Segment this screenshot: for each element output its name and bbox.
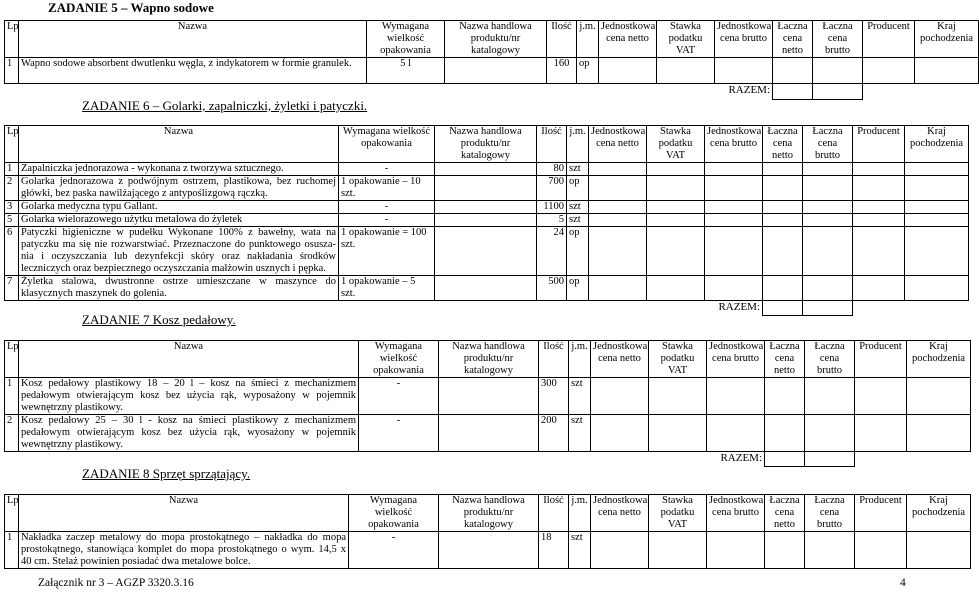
header-unit: j.m. <box>569 495 591 532</box>
cell-country[interactable] <box>905 227 969 276</box>
cell-country[interactable] <box>907 532 971 569</box>
cell-unit: szt <box>569 415 591 452</box>
header-unit-net: Jednostkowa cena netto <box>599 21 657 58</box>
razem-label: RAZEM: <box>728 84 770 96</box>
cell-unit: szt <box>569 378 591 415</box>
cell-unit: szt <box>567 214 589 227</box>
cell-producer[interactable] <box>863 58 915 84</box>
table-row <box>5 163 969 176</box>
cell-vat[interactable] <box>647 163 705 176</box>
header-producer: Producent <box>863 21 915 58</box>
cell-pack: - <box>339 201 435 214</box>
cell-pack: - <box>339 163 435 176</box>
cell-lp: 1 <box>5 378 19 415</box>
header-total-net: Łaczna cena netto <box>763 126 803 163</box>
cell-total-net[interactable] <box>765 532 805 569</box>
cell-trade[interactable] <box>439 532 539 569</box>
header-name: Nazwa <box>19 21 367 58</box>
cell-total-net[interactable] <box>763 214 803 227</box>
cell-country[interactable] <box>905 176 969 201</box>
header-trade: Nazwa handlowa produktu/nr katalogowy <box>445 21 547 58</box>
header-producer: Producent <box>855 341 907 378</box>
cell-country[interactable] <box>915 58 979 84</box>
razem-gross[interactable] <box>813 84 863 100</box>
cell-pack: - <box>339 214 435 227</box>
header-pack: Wymagana wielkość opakowania <box>349 495 439 532</box>
table-row <box>5 227 969 276</box>
header-vat: Stawka podatku VAT <box>649 341 707 378</box>
cell-producer[interactable] <box>853 201 905 214</box>
header-qty: Ilość <box>537 126 567 163</box>
z6-title: ZADANIE 6 – Golarki, zapalniczki, żyletki i patyczki. <box>82 98 368 113</box>
header-country: Kraj pochodzenia <box>907 341 971 378</box>
cell-lp: 7 <box>5 276 19 301</box>
table-row <box>5 532 971 569</box>
cell-qty: 80 <box>537 163 567 176</box>
cell-total-gross[interactable] <box>803 227 853 276</box>
cell-vat[interactable] <box>647 201 705 214</box>
cell-qty: 160 <box>547 58 577 84</box>
header-unit-gross: Jednostkowa cena brutto <box>715 21 773 58</box>
cell-total-gross[interactable] <box>803 163 853 176</box>
cell-vat[interactable] <box>647 276 705 301</box>
cell-pack: - <box>359 415 439 452</box>
cell-trade[interactable] <box>435 201 537 214</box>
razem-net[interactable] <box>773 84 813 100</box>
razem-row <box>5 452 971 467</box>
header-trade: Nazwa handlowa produktu/nr katalogowy <box>435 126 537 163</box>
header-name: Nazwa <box>19 495 349 532</box>
header-lp: Lp <box>5 495 19 532</box>
cell-name: Patyczki higieniczne w pudełku Wykonane 100% z bawełny, wata na patyczku ma się nie rozwarstwiać. Przeznaczone do punktowego osuszania i oczyszczania lub dezynfekcji skóry oraz nakładania środków leczniczych oraz bezpiecznego oczyszczania małżowin usznych i pępka. <box>19 227 339 276</box>
cell-total-net[interactable] <box>773 58 813 84</box>
cell-total-gross[interactable] <box>813 58 863 84</box>
cell-unit-net[interactable] <box>591 415 649 452</box>
header-vat: Stawka podatku VAT <box>649 495 707 532</box>
cell-total-gross[interactable] <box>805 378 855 415</box>
header-unit-net: Jednostkowa cena netto <box>591 495 649 532</box>
header-lp: Lp <box>5 341 19 378</box>
cell-producer[interactable] <box>855 415 907 452</box>
table-header <box>5 495 971 532</box>
table-row <box>5 214 969 227</box>
table-row <box>5 201 969 214</box>
table-header <box>5 341 971 378</box>
header-unit: j.m. <box>577 21 599 58</box>
header-lp: Lp <box>5 126 19 163</box>
header-total-net: Łaczna cena netto <box>765 495 805 532</box>
cell-name: Żyletka stalowa, dwustronne ostrze umieszczane w maszynce do klasycznych maszynek do golenia. <box>19 276 339 301</box>
cell-unit-net[interactable] <box>591 378 649 415</box>
cell-unit-net[interactable] <box>589 276 647 301</box>
header-trade: Nazwa handlowa produktu/nr katalogowy <box>439 495 539 532</box>
cell-pack: 5 l <box>367 58 445 84</box>
cell-qty: 18 <box>539 532 569 569</box>
cell-producer[interactable] <box>855 378 907 415</box>
cell-unit-net[interactable] <box>589 201 647 214</box>
cell-trade[interactable] <box>439 415 539 452</box>
cell-lp: 2 <box>5 415 19 452</box>
z5-table <box>4 20 979 100</box>
cell-total-gross[interactable] <box>805 532 855 569</box>
cell-total-net[interactable] <box>763 276 803 301</box>
cell-vat[interactable] <box>649 378 707 415</box>
cell-unit-gross[interactable] <box>715 58 773 84</box>
cell-producer[interactable] <box>855 532 907 569</box>
cell-country[interactable] <box>907 378 971 415</box>
header-trade: Nazwa handlowa produktu/nr katalogowy <box>439 341 539 378</box>
cell-qty: 300 <box>539 378 569 415</box>
cell-total-net[interactable] <box>765 415 805 452</box>
header-lp: Lp <box>5 21 19 58</box>
header-pack: Wymagana wielkość opakowania <box>359 341 439 378</box>
z8-table <box>4 494 971 569</box>
cell-total-gross[interactable] <box>803 214 853 227</box>
header-total-gross: Łaczna cena brutto <box>813 21 863 58</box>
cell-vat[interactable] <box>649 532 707 569</box>
razem-gross[interactable] <box>803 301 853 316</box>
cell-name: Golarka wielorazowego użytku metalowa do żyletek <box>19 214 339 227</box>
cell-qty: 700 <box>537 176 567 201</box>
razem-label: RAZEM: <box>720 452 762 464</box>
cell-country[interactable] <box>905 163 969 176</box>
cell-qty: 24 <box>537 227 567 276</box>
cell-pack: 1 opakowanie – 5 szt. <box>339 276 435 301</box>
cell-unit: op <box>567 276 589 301</box>
cell-unit-net[interactable] <box>589 227 647 276</box>
cell-pack: - <box>349 532 439 569</box>
cell-trade[interactable] <box>435 276 537 301</box>
razem-net[interactable] <box>765 452 805 467</box>
header-total-gross: Łaczna cena brutto <box>805 495 855 532</box>
cell-unit-gross[interactable] <box>705 163 763 176</box>
cell-lp: 2 <box>5 176 19 201</box>
cell-unit-net[interactable] <box>599 58 657 84</box>
cell-vat[interactable] <box>649 415 707 452</box>
cell-country[interactable] <box>905 201 969 214</box>
cell-trade[interactable] <box>439 378 539 415</box>
cell-unit-gross[interactable] <box>705 214 763 227</box>
cell-unit-net[interactable] <box>589 163 647 176</box>
cell-total-gross[interactable] <box>803 176 853 201</box>
cell-lp: 1 <box>5 58 19 84</box>
cell-unit: op <box>567 176 589 201</box>
cell-total-net[interactable] <box>763 163 803 176</box>
cell-vat[interactable] <box>647 176 705 201</box>
cell-trade[interactable] <box>435 163 537 176</box>
cell-vat[interactable] <box>657 58 715 84</box>
cell-total-net[interactable] <box>763 227 803 276</box>
header-qty: Ilość <box>539 495 569 532</box>
cell-lp: 3 <box>5 201 19 214</box>
cell-unit-net[interactable] <box>589 214 647 227</box>
header-name: Nazwa <box>19 341 359 378</box>
header-country: Kraj pochodzenia <box>905 126 969 163</box>
header-pack: Wymagana wielkość opakowania <box>367 21 445 58</box>
cell-name: Wapno sodowe absorbent dwutlenku węgla, z indykatorem w formie granulek. <box>19 58 367 84</box>
cell-total-net[interactable] <box>763 176 803 201</box>
cell-unit-gross[interactable] <box>707 378 765 415</box>
cell-trade[interactable] <box>435 176 537 201</box>
footer-attachment: Załącznik nr 3 – AGZP 3320.3.16 <box>38 577 194 589</box>
header-vat: Stawka podatku VAT <box>657 21 715 58</box>
cell-name: Zapalniczka jednorazowa - wykonana z tworzywa sztucznego. <box>19 163 339 176</box>
cell-unit-gross[interactable] <box>705 276 763 301</box>
cell-total-net[interactable] <box>763 201 803 214</box>
cell-producer[interactable] <box>853 227 905 276</box>
cell-unit-net[interactable] <box>591 532 649 569</box>
cell-name: Nakładka zaczep metalowy do mopa prostokątnego – nakładka do mopa prostokątnego, stanowiąca komplet do mopa prostokątnego o wym. 14,5 x 40 cm. Stelaż powinien posiadać dwa metalowe bolce. <box>19 532 349 569</box>
header-qty: Ilość <box>539 341 569 378</box>
header-unit-gross: Jednostkowa cena brutto <box>707 341 765 378</box>
header-total-net: Łaczna cena netto <box>773 21 813 58</box>
razem-label: RAZEM: <box>718 301 760 313</box>
cell-lp: 1 <box>5 163 19 176</box>
cell-qty: 200 <box>539 415 569 452</box>
cell-country[interactable] <box>905 214 969 227</box>
razem-gross[interactable] <box>805 452 855 467</box>
table-row <box>5 415 971 452</box>
cell-name: Golarka medyczna typu Gallant. <box>19 201 339 214</box>
cell-total-net[interactable] <box>765 378 805 415</box>
cell-unit: szt <box>567 163 589 176</box>
cell-unit: op <box>577 58 599 84</box>
cell-qty: 1100 <box>537 201 567 214</box>
cell-name: Kosz pedałowy plastikowy 18 – 20 l – kosz na śmieci z mechanizmem pedałowym otwierającym kosz bez użycia rąk, wyposażony w pojemnik wewnętrzny plastikowy. <box>19 378 359 415</box>
cell-lp: 1 <box>5 532 19 569</box>
cell-qty: 500 <box>537 276 567 301</box>
cell-total-gross[interactable] <box>803 276 853 301</box>
header-unit-net: Jednostkowa cena netto <box>589 126 647 163</box>
cell-producer[interactable] <box>853 163 905 176</box>
cell-unit: szt <box>567 201 589 214</box>
cell-name: Kosz pedałowy 25 – 30 l - kosz na śmieci plastikowy z mechanizmem pedałowym otwierającym kosz bez użycia rąk, wyosażony w pojemnik wewnętrzny plastikowy. <box>19 415 359 452</box>
cell-unit-gross[interactable] <box>705 201 763 214</box>
table-row <box>5 58 979 84</box>
cell-country[interactable] <box>907 415 971 452</box>
header-unit-gross: Jednostkowa cena brutto <box>705 126 763 163</box>
z7-title: ZADANIE 7 Kosz pedałowy. <box>82 312 236 327</box>
cell-unit-gross[interactable] <box>705 227 763 276</box>
cell-producer[interactable] <box>853 214 905 227</box>
cell-unit-net[interactable] <box>589 176 647 201</box>
cell-vat[interactable] <box>647 214 705 227</box>
cell-producer[interactable] <box>853 276 905 301</box>
header-unit: j.m. <box>567 126 589 163</box>
header-pack: Wymagana wielkość opakowania <box>339 126 435 163</box>
header-vat: Stawka podatku VAT <box>647 126 705 163</box>
cell-country[interactable] <box>905 276 969 301</box>
header-unit-gross: Jednostkowa cena brutto <box>707 495 765 532</box>
header-producer: Producent <box>853 126 905 163</box>
header-unit-net: Jednostkowa cena netto <box>591 341 649 378</box>
cell-qty: 5 <box>537 214 567 227</box>
cell-pack: 1 opakowanie – 10 szt. <box>339 176 435 201</box>
cell-lp: 6 <box>5 227 19 276</box>
z6-table <box>4 125 969 316</box>
cell-producer[interactable] <box>853 176 905 201</box>
table-header <box>5 21 979 58</box>
header-total-gross: Łaczna cena brutto <box>803 126 853 163</box>
cell-total-gross[interactable] <box>805 415 855 452</box>
cell-trade[interactable] <box>435 227 537 276</box>
cell-name: Golarka jednorazowa z podwójnym ostrzem, plastikowa, bez ruchomej główki, bez paska nawilżającego z antypoślizgową rączką. <box>19 176 339 201</box>
cell-vat[interactable] <box>647 227 705 276</box>
cell-total-gross[interactable] <box>803 201 853 214</box>
z8-title: ZADANIE 8 Sprzęt sprzątający. <box>82 466 251 481</box>
header-total-net: Łaczna cena netto <box>765 341 805 378</box>
cell-trade[interactable] <box>445 58 547 84</box>
z7-table <box>4 340 971 467</box>
cell-unit-gross[interactable] <box>705 176 763 201</box>
table-row <box>5 378 971 415</box>
cell-unit-gross[interactable] <box>707 415 765 452</box>
cell-pack: 1 opakowanie = 100 szt. <box>339 227 435 276</box>
header-name: Nazwa <box>19 126 339 163</box>
z5-title: ZADANIE 5 – Wapno sodowe <box>48 0 214 15</box>
header-total-gross: Łaczna cena brutto <box>805 341 855 378</box>
cell-pack: - <box>359 378 439 415</box>
cell-trade[interactable] <box>435 214 537 227</box>
header-country: Kraj pochodzenia <box>915 21 979 58</box>
table-row <box>5 276 969 301</box>
header-country: Kraj pochodzenia <box>907 495 971 532</box>
header-qty: Ilość <box>547 21 577 58</box>
razem-net[interactable] <box>763 301 803 316</box>
header-unit: j.m. <box>569 341 591 378</box>
header-producer: Producent <box>855 495 907 532</box>
cell-unit: szt <box>569 532 591 569</box>
cell-lp: 5 <box>5 214 19 227</box>
cell-unit: op <box>567 227 589 276</box>
footer-page-number: 4 <box>900 577 906 589</box>
table-row <box>5 176 969 201</box>
cell-unit-gross[interactable] <box>707 532 765 569</box>
table-header <box>5 126 969 163</box>
